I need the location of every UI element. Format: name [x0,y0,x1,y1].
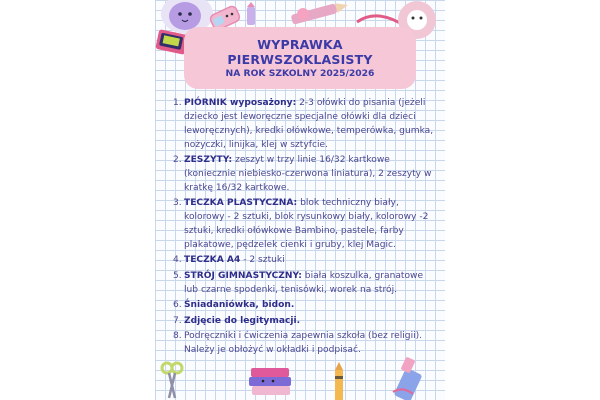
item-heading: PIÓRNIK wyposażony: [184,98,297,108]
item-number: 6. [173,300,182,311]
item-number: 1. [173,98,182,108]
list-item [173,330,435,358]
books-icon [247,366,295,400]
list-item [173,315,435,329]
list-item [173,197,435,253]
item-text: biała koszulka, granatowe lub czarne spodenki, tenisówki, worek na strój. [184,270,424,295]
list-item [173,299,435,313]
title-line-2: PIERWSZOKLASISTY [227,52,373,67]
pencil-icon [283,0,353,30]
crayon-icon [243,2,259,28]
item-text: Podręczniki i ćwiczenia zapewnia szkoła (bez religii). Należy je obłożyć w okładki i podpisać. [184,331,423,355]
title-line-3: NA ROK SZKOLNY 2025/2026 [225,68,375,79]
item-number: 3. [173,198,182,209]
item-number: 8. [173,331,182,341]
item-text: - 2 sztuki [240,255,285,266]
item-number: 4. [173,255,182,266]
item-number: 7. [173,315,182,326]
list-item [173,154,435,196]
title-line-1: WYPRAWKA [257,37,343,52]
list-item [173,270,435,298]
item-text: zeszyt w trzy linie 16/32 kartkowe (koniecznie niebiesko-czerwona liniatura), 2 zeszyty w kratkę 16/32 kartkowe. [184,155,432,193]
item-heading: STRÓJ GIMNASTYCZNY: [184,270,302,281]
supply-list [173,97,435,359]
list-item [173,254,435,268]
item-text: 2-3 ołówki do pisania (jeżeli dziecko jest leworęczne specjalne ołówki dla dzieci leworęcznych), kredki ołówkowe, temperówka, gumka, nożyczki, linijka, klej w sztyfcie. [184,98,434,150]
title-box [184,27,416,89]
item-heading: Zdjęcie do legitymacji. [184,315,301,326]
flyer-sheet [155,0,445,400]
item-heading: Śniadaniówka, bidon. [184,300,295,311]
item-number: 5. [173,270,182,281]
item-heading: TECZKA A4 [184,255,241,266]
list-item [173,97,435,153]
item-text: blok techniczny biały, kolorowy - 2 sztuki, blok rysunkowy biały, kolorowy -2 sztuki, kredki ołówkowe Bambino, pastele, farby plakatowe, pędzelek cienki i gruby, klej Magic. [184,198,429,251]
item-heading: TECZKA PLASTYCZNA: [184,198,298,209]
item-heading: ZESZYTY: [184,155,233,166]
scissors-icon [159,360,185,400]
glue-icon [391,356,431,400]
brush-icon [329,362,349,400]
item-number: 2. [173,155,182,166]
